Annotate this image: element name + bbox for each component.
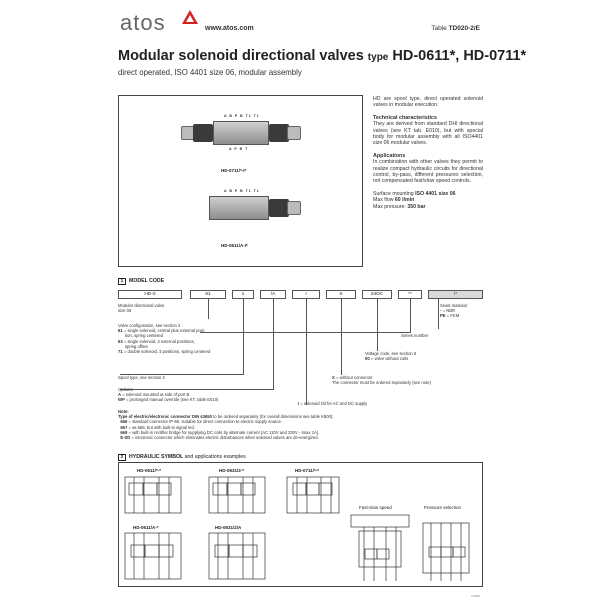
code-cell-family: HD-0 <box>118 290 182 299</box>
table-reference <box>431 25 480 32</box>
section-number-2: 2 <box>118 454 126 461</box>
code-cell-connector: X <box>326 290 356 299</box>
hyd-label-0631: HD-0631/2-* <box>219 468 245 473</box>
valve-top-ports-label: A B P B T1 T1 <box>224 114 260 118</box>
valve-bottom-solenoid <box>269 199 289 217</box>
valve-bottom-connector <box>287 201 301 215</box>
section-number-1: 1 <box>118 278 126 285</box>
tech-heading: Technical characteristics <box>373 114 438 121</box>
title-type-word: type <box>367 52 389 63</box>
hline-series <box>200 332 410 333</box>
hydraulic-symbols-box <box>118 462 483 587</box>
label-family: Modular directional valve size 06 <box>118 303 165 314</box>
code-cell-seals: /* <box>428 290 483 299</box>
tech-body: They are derived from standard DHI directional valves (see KT tab. E010), but with special body for modular assembly with all ISO4401 size 06 modular valves. <box>373 121 483 147</box>
valve-top-left-solenoid <box>193 124 213 142</box>
line-series <box>410 299 411 333</box>
spec-mounting: Surface mounting ISO 4401 size 06 <box>373 190 456 197</box>
page-title <box>118 48 526 64</box>
line-seals <box>438 299 439 329</box>
hydraulic-diagrams-svg <box>119 463 484 588</box>
hydraulic-heading: 2 HYDRAULIC SYMBOL and applications examples <box>118 454 246 461</box>
hyd-label-pressure-selection: Pressure selection <box>424 505 462 510</box>
title-main: Modular solenoid directional valves <box>118 48 364 64</box>
label-config: Valve configuration, see section 2 61 = single solenoid, central plus external posi- tion, spring centered 63 = single solenoid, 2 external positions, spring offset 71 = double solenoid, 3 positions, spring centered <box>118 323 211 355</box>
valve-bottom-caption: HD-0611/A-I* <box>221 243 248 248</box>
valve-top-right-connector <box>287 126 301 140</box>
line-spool <box>243 299 244 375</box>
table-code: TD020-2/E <box>448 25 480 32</box>
line-coil <box>306 299 307 405</box>
hyd-label-0631-a: HD-0631/2/A <box>215 525 242 530</box>
title-models: HD-0611*, HD-0711* <box>392 48 527 64</box>
label-seals: Seals material: - = NBR PE = FKM <box>440 303 468 319</box>
apps-heading: Applications <box>373 152 406 159</box>
code-cell-config: 61 <box>190 290 226 299</box>
label-options: Options: A = solenoid mounted at side of port B WP = prolonged manual override (see KT, table E010) <box>118 387 219 403</box>
valve-top-caption: HD-0711/*-I* <box>221 168 247 173</box>
description-column <box>373 96 483 210</box>
code-cell-voltage: 24DC <box>362 290 392 299</box>
spec-pressure: Max pressure: 350 bar <box>373 203 426 210</box>
website-url[interactable]: www.atos.com <box>205 25 254 32</box>
hyd-label-0611: HD-0611/*-* <box>137 468 162 473</box>
code-cell-series: ** <box>398 290 422 299</box>
apps-body: In combination with other valves they permit to realize compact hydraulic circuits for directional control, by-pass, different pressures selection, not compensated fast/slow speed controls. <box>373 159 483 185</box>
hyd-label-0611-a: HD-0611/A-* <box>133 525 159 530</box>
valve-bottom-body <box>209 196 269 220</box>
line-config <box>208 299 209 319</box>
valve-bottom-ports-label: A B P B T1 T1 <box>224 189 260 193</box>
hyd-label-0711: HD-0711/*-* <box>295 468 320 473</box>
table-prefix: Table <box>431 25 449 32</box>
label-voltage: Voltage code, see section 6 00 = valve without coils <box>365 351 417 362</box>
label-spool: Spool type, see section 2 <box>118 375 165 380</box>
notes-block: Note: Type of electric/electronic connector DIN 43650 to be ordered separately (for overall dimensions see table K500): 666 = standard connector IP-65, suitable for direct connection to electric supply source. 667 = as 666, but with built-in signal led. 669 = with built-in rectifier bridge for supplying DC coils by alternate current (AC 110V and 230V - Imax 1A). E-SD = electronic connector which eliminates electric disturbances when solenoid valves are de-energized. <box>118 409 334 441</box>
footer-code: TD020 <box>470 594 480 598</box>
label-connector: X = without connector The connector must be ordered separately (see note) <box>332 375 431 386</box>
description-intro: HD are spool type, direct operated solenoid valves in modular execution. <box>373 96 483 109</box>
logo-triangle-icon <box>182 10 198 24</box>
line-options <box>273 299 274 390</box>
spec-flow: Max flow 60 l/min <box>373 197 415 204</box>
hyd-label-fast-slow: Fast-slow speed <box>359 505 392 510</box>
code-cell-coil: I <box>292 290 320 299</box>
label-series: Series number <box>401 333 429 338</box>
valve-top-right-solenoid <box>269 124 289 142</box>
valve-top-bottom-ports-label: A P B T <box>229 147 249 151</box>
atos-logo: atos <box>120 10 166 35</box>
valve-top-body <box>213 121 269 145</box>
code-cell-spool: 1 <box>232 290 254 299</box>
notes-title: Note: <box>118 409 129 414</box>
line-voltage <box>377 299 378 351</box>
page-subtitle: direct operated, ISO 4401 size 06, modular assembly <box>118 68 302 77</box>
label-coil: I = solenoid Oil for AC and DC supply <box>298 401 368 406</box>
code-cell-options: /A <box>260 290 286 299</box>
line-connector <box>341 299 342 375</box>
model-code-heading: 1 MODEL CODE <box>118 278 164 285</box>
product-photo-box <box>118 95 363 267</box>
